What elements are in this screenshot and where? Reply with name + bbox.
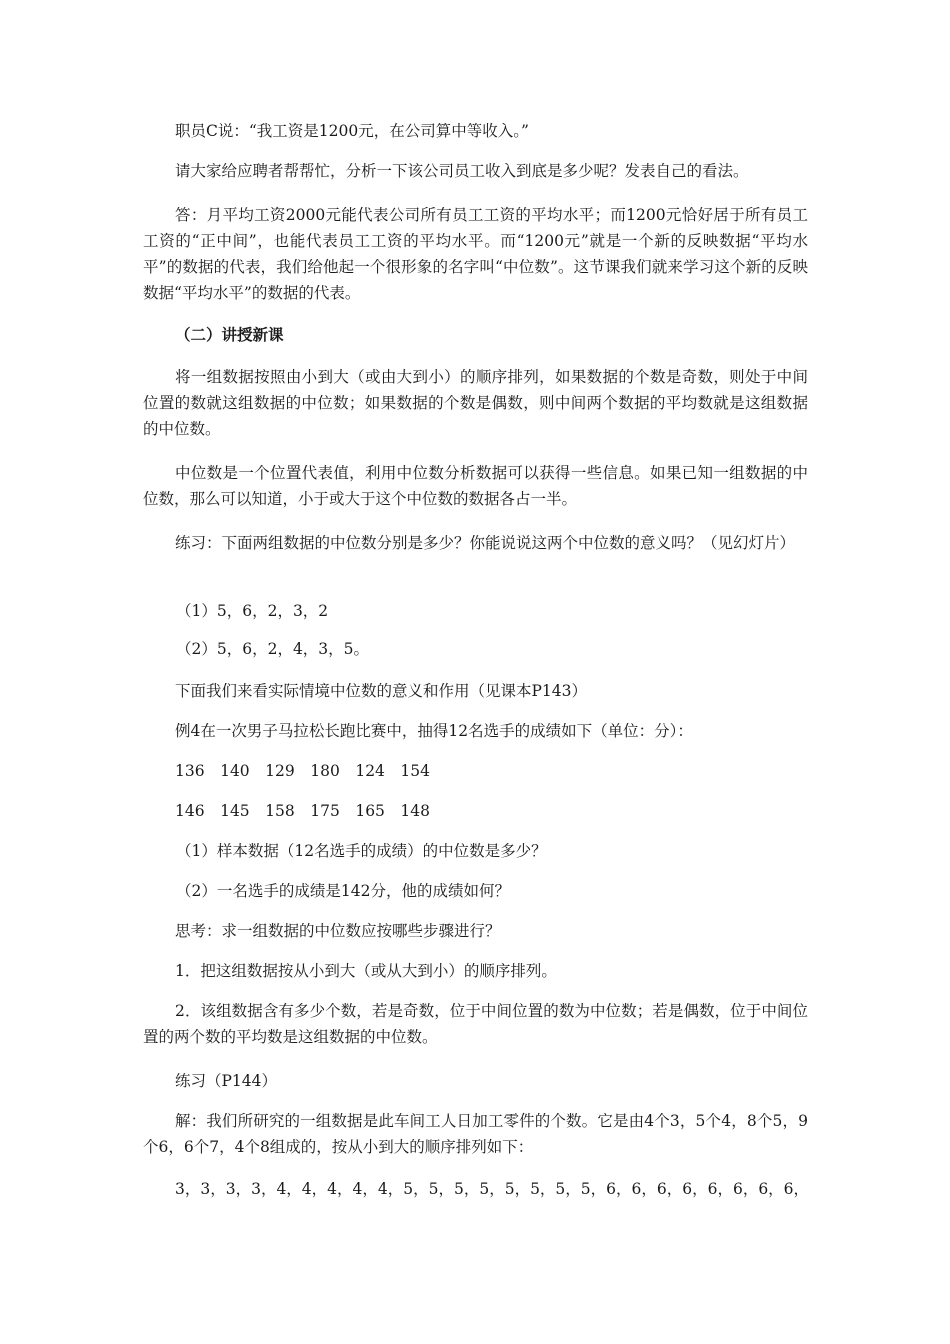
data-sequence: 3，3，3，3，4，4，4，4，4，5，5，5，5，5，5，5，5，6，6，6，6，6，6，6，6， [175,1180,810,1198]
section-heading: （二）讲授新课 [175,325,284,344]
data-row-2: 146 145 158 175 165 148 [175,802,431,820]
step-1: 1．把这组数据按从小到大（或从大到小）的顺序排列。 [175,962,557,980]
paragraph-median-meaning: 中位数是一个位置代表值，利用中位数分析数据可以获得一些信息。如果已知一组数据的中位数，那么可以知道，小于或大于这个中位数的数据各占一半。 [143,464,808,508]
exercise-item-1: （1）5，6，2，3，2 [176,602,329,620]
paragraph-think: 思考：求一组数据的中位数应按哪些步骤进行？ [175,922,501,940]
paragraph-median-definition: 将一组数据按照由小到大（或由大到小）的顺序排列，如果数据的个数是奇数，则处于中间位置的数就这组数据的中位数；如果数据的个数是偶数，则中间两个数据的平均数就是这组数据的中位数。 [143,368,808,438]
practice-heading: 练习（P144） [175,1072,278,1090]
example-4-statement: 例4在一次男子马拉松长跑比赛中，抽得12名选手的成绩如下（单位：分）： [175,722,693,740]
paragraph-answer: 答：月平均工资2000元能代表公司所有员工工资的平均水平；而1200元恰好居于所有员工工资的“正中间”，也能代表员工工资的平均水平。而“1200元”就是一个新的反映数据“平均水平”的数据的代表，我们给他起一个很形象的名字叫“中位数”。这节课我们就来学习这个新的反映数据“平均水平”的数据的代表。 [143,206,808,302]
paragraph-exercise: 练习：下面两组数据的中位数分别是多少？你能说说这两个中位数的意义吗？（见幻灯片） [175,534,796,552]
paragraph-solution: 解：我们所研究的一组数据是此车间工人日加工零件的个数。它是由4个3，5个4，8个5，9个6，6个7，4个8组成的，按从小到大的顺序排列如下： [143,1112,808,1156]
step-2: 2．该组数据含有多少个数，若是奇数，位于中间位置的数为中位数；若是偶数，位于中间位置的两个数的平均数是这组数据的中位数。 [143,1002,808,1046]
example-question-1: （1）样本数据（12名选手的成绩）的中位数是多少？ [176,842,547,860]
data-row-1: 136 140 129 180 124 154 [175,762,431,780]
exercise-item-2: （2）5，6，2，4，3，5。 [176,640,370,658]
paragraph-employee-c: 职员C说：“我工资是1200元，在公司算中等收入。” [175,122,529,140]
paragraph-question: 请大家给应聘者帮帮忙，分析一下该公司员工收入到底是多少呢？发表自己的看法。 [175,162,749,180]
paragraph-context: 下面我们来看实际情境中位数的意义和作用（见课本P143） [175,682,588,700]
example-question-2: （2）一名选手的成绩是142分，他的成绩如何？ [176,882,510,900]
